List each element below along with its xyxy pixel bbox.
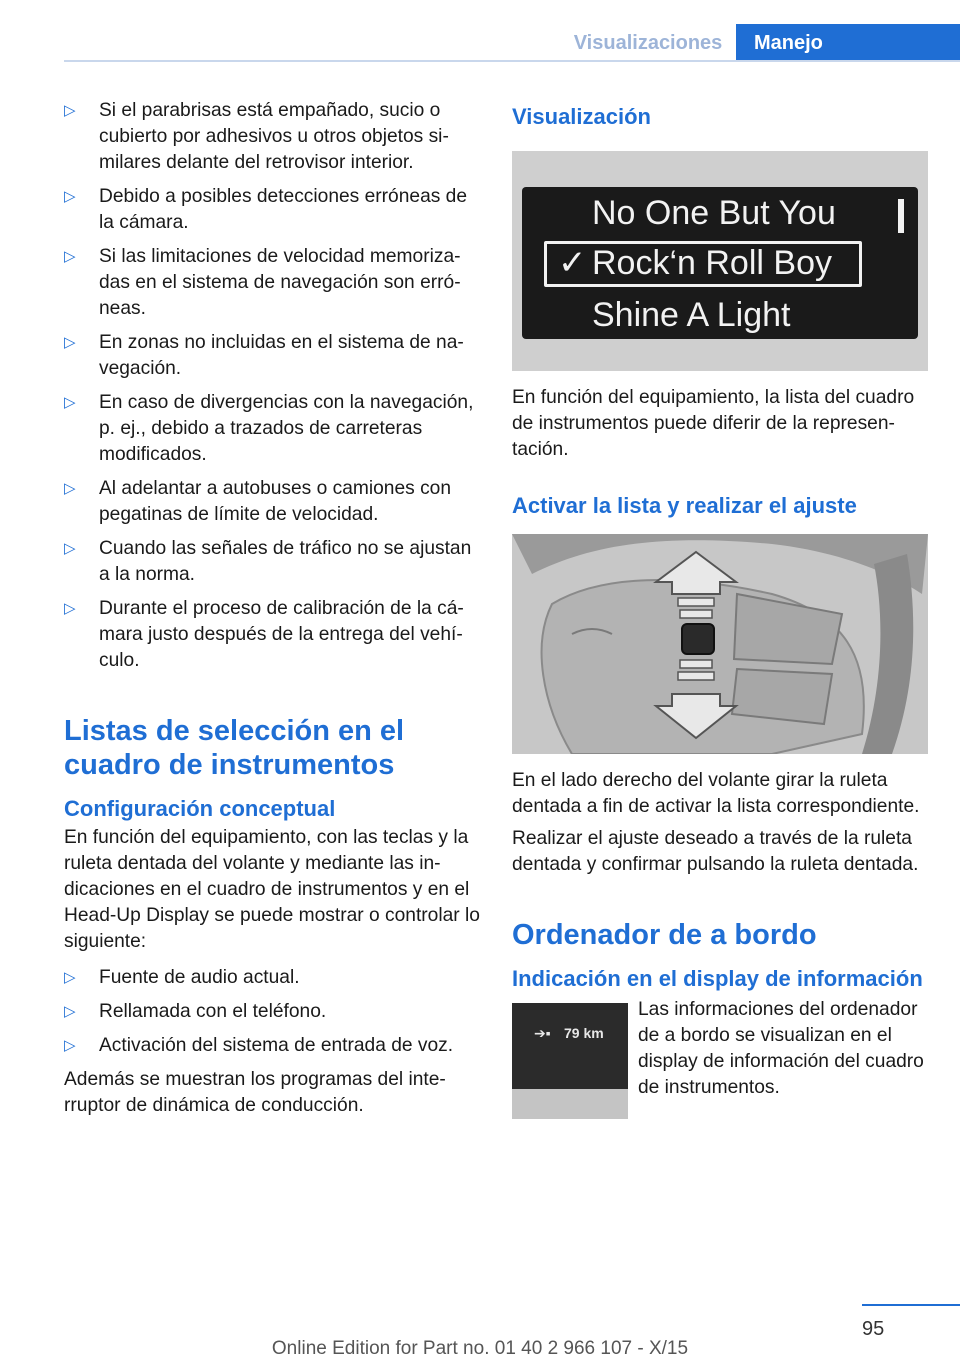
list-item: ▷ Al adelantar a autobuses o camiones con pegatinas de límite de velocidad. — [64, 478, 451, 525]
list-item: ▷ Rellamada con el teléfono. — [64, 999, 482, 1025]
intro-paragraph: En función del equipamiento, con las teclas y la ruleta dentada del volante y mediante las indicaciones en el cuadro de instrumentos y en el Head-Up Display se puede mostrar o controlar lo siguiente: — [64, 827, 480, 952]
scrollbar-icon — [898, 199, 904, 233]
triangle-bullet-icon: ▷ — [64, 600, 76, 617]
list-item: ▷ En zonas no incluidas en el sistema de navegación. — [64, 332, 464, 379]
list-item: ▷ En caso de divergencias con la navegación, p. ej., debido a trazados de carreteras modificados. — [64, 392, 474, 465]
left-column — [64, 98, 482, 1119]
visualizacion-paragraph: En función del equipamiento, la lista del cuadro de instrumentos puede diferir de la representación. — [512, 387, 915, 460]
subsection-title-visualizacion: Visualización — [512, 104, 651, 129]
page-number: 95 — [862, 1318, 885, 1340]
triangle-bullet-icon: ▷ — [64, 969, 76, 986]
indicacion-block — [512, 997, 932, 1119]
range-value: 79 km — [564, 1025, 604, 1041]
triangle-bullet-icon: ▷ — [64, 1037, 76, 1054]
list-item: ▷ Fuente de audio actual. — [64, 965, 482, 991]
triangle-bullet-icon: ▷ — [64, 248, 76, 265]
check-icon: ✓ — [558, 244, 587, 282]
list-item: ▷ Activación del sistema de entrada de voz. — [64, 1033, 482, 1059]
subsection-title-configuracion: Configuración conceptual — [64, 796, 336, 821]
triangle-bullet-icon: ▷ — [64, 540, 76, 557]
section-title-ordenador: Ordenador de a bordo — [512, 919, 817, 951]
display-list-item: No One But You — [592, 194, 836, 232]
instrument-display-screen — [522, 187, 918, 339]
range-display-illustration — [512, 1003, 628, 1119]
footer-divider — [862, 1304, 960, 1306]
subsection-title-activar: Activar la lista y realizar el ajuste — [512, 493, 857, 518]
triangle-bullet-icon: ▷ — [64, 334, 76, 351]
edition-footer: Online Edition for Part no. 01 40 2 966 107 - X/15 — [271, 1338, 689, 1359]
list-item: ▷ Si el parabrisas está empañado, sucio o cubierto por adhesivos u otros objetos similares delante del retrovisor interior. — [64, 100, 449, 173]
conditions-list — [64, 98, 482, 674]
header-divider — [64, 60, 960, 62]
indicacion-paragraph: Las informaciones del ordenador de a bordo se visualizan en el display de información del cuadro de instrumentos. — [638, 999, 924, 1098]
triangle-bullet-icon: ▷ — [64, 480, 76, 497]
outro-paragraph: Además se muestran los programas del interruptor de dinámica de conducción. — [64, 1069, 446, 1116]
fuel-range-icon: ➔▪ — [534, 1025, 551, 1041]
instrument-list-illustration — [512, 151, 928, 371]
header-tab-visualizaciones[interactable]: Visualizaciones — [573, 32, 723, 54]
list-item: ▷ Debido a posibles detecciones erróneas de la cámara. — [64, 186, 468, 233]
steering-wheel-icon — [512, 534, 928, 754]
list-item: ▷ Si las limitaciones de velocidad memorizadas en el sistema de navegación son erróneas. — [64, 246, 461, 319]
list-item: ▷ Durante el proceso de calibración de la cámara justo después de la entrega del vehículo. — [64, 598, 464, 671]
display-list-item: Shine A Light — [592, 296, 791, 334]
subsection-title-indicacion: Indicación en el display de información — [512, 966, 923, 991]
display-items-list — [64, 965, 482, 1059]
activar-paragraph-2: Realizar el ajuste deseado a través de la ruleta dentada y confirmar pulsando la ruleta dentada. — [512, 828, 919, 875]
steering-wheel-illustration — [512, 534, 928, 754]
triangle-bullet-icon: ▷ — [64, 394, 76, 411]
list-item: ▷ Cuando las señales de tráfico no se ajustan a la norma. — [64, 538, 472, 585]
display-bezel — [512, 1089, 628, 1119]
triangle-bullet-icon: ▷ — [64, 188, 76, 205]
section-title-listas: Listas de selección en el cuadro de instrumentos — [64, 715, 405, 781]
right-column — [512, 98, 932, 1119]
activar-paragraph-1: En el lado derecho del volante girar la ruleta dentada a fin de activar la lista correspondiente. — [512, 770, 920, 817]
header-tab-manejo[interactable]: Manejo — [736, 24, 960, 62]
triangle-bullet-icon: ▷ — [64, 102, 76, 119]
display-list-item-selected: Rock‘n Roll Boy — [592, 244, 832, 282]
triangle-bullet-icon: ▷ — [64, 1003, 76, 1020]
